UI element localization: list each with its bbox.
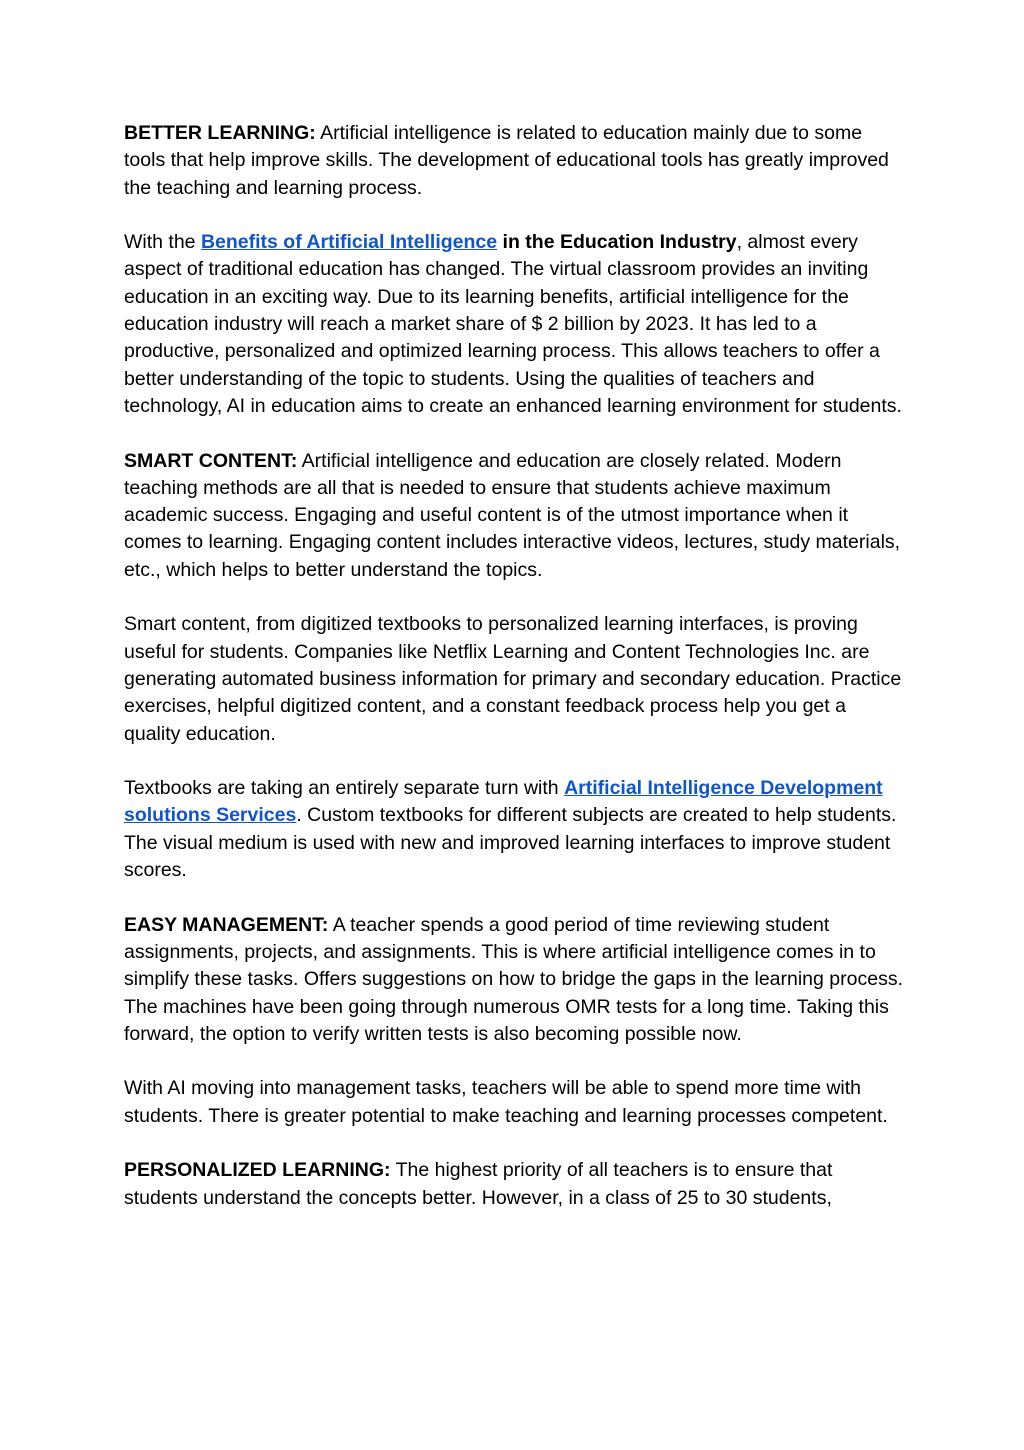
paragraph-smart-content <box>124 448 904 584</box>
paragraph-text: With AI moving into management tasks, teachers will be able to spend more time with students. There is greater potential to make teaching and learning processes competent. <box>124 1077 888 1127</box>
paragraph-text: A teacher spends a good period of time reviewing student assignments, projects, and assignments. This is where artificial intelligence comes in to simplify these tasks. Offers suggestions on how to bridge the gaps in the learning process. The machines have been going through numerous OMR tests for a long time. Taking this forward, the option to verify written tests is also becoming possible now. <box>124 913 903 1045</box>
paragraph-management-tasks <box>124 1075 904 1130</box>
bold-text-education-industry: in the Education Industry <box>497 231 737 254</box>
paragraph-better-learning <box>124 120 904 202</box>
paragraph-easy-management <box>124 912 904 1048</box>
heading-better-learning: BETTER LEARNING: <box>124 122 316 144</box>
paragraph-benefits <box>124 229 904 420</box>
paragraph-text: With the <box>124 231 201 254</box>
paragraph-text: The highest priority of all teachers is to ensure that students understand the concepts better. However, in a class of 25 to 30 students, <box>124 1159 833 1209</box>
paragraph-text: Artificial intelligence and education are closely related. Modern teaching methods are all that is needed to ensure that students achieve maximum academic success. Engaging and useful content is of the utmost importance when it comes to learning. Engaging content includes interactive videos, lectures, study materials, etc., which helps to better understand the topics. <box>124 449 901 581</box>
paragraph-personalized-learning <box>124 1157 904 1212</box>
paragraph-text: Artificial intelligence is related to education mainly due to some tools that help improve skills. The development of educational tools has greatly improved the teaching and learning process. <box>124 122 889 199</box>
paragraph-textbooks <box>124 775 904 884</box>
heading-easy-management: EASY MANAGEMENT: <box>124 913 329 936</box>
document-body <box>124 120 904 1239</box>
paragraph-text: Smart content, from digitized textbooks to personalized learning interfaces, is proving useful for students. Companies like Netflix Learning and Content Technologies Inc. are generating automated business information for primary and secondary education. Practice exercises, helpful digitized content, and a constant feedback process help you get a quality education. <box>124 613 902 745</box>
paragraph-smart-content-detail <box>124 611 904 747</box>
heading-smart-content: SMART CONTENT: <box>124 449 298 472</box>
link-ai-development-services[interactable]: Artificial Intelligence Development solutions Services <box>124 777 883 827</box>
paragraph-text: . Custom textbooks for different subjects are created to help students. The visual medium is used with new and improved learning interfaces to improve student scores. <box>124 804 897 882</box>
paragraph-text: , almost every aspect of traditional education has changed. The virtual classroom provides an inviting education in an exciting way. Due to its learning benefits, artificial intelligence for the education industry will reach a market share of $ 2 billion by 2023. It has led to a productive, personalized and optimized learning process. This allows teachers to offer a better understanding of the topic to students. Using the qualities of teachers and technology, AI in education aims to create an enhanced learning environment for students. <box>124 231 902 417</box>
heading-personalized-learning: PERSONALIZED LEARNING: <box>124 1159 391 1182</box>
link-benefits-of-ai[interactable]: Benefits of Artificial Intelligence <box>200 231 498 254</box>
paragraph-text: Textbooks are taking an entirely separate turn with <box>124 777 565 800</box>
